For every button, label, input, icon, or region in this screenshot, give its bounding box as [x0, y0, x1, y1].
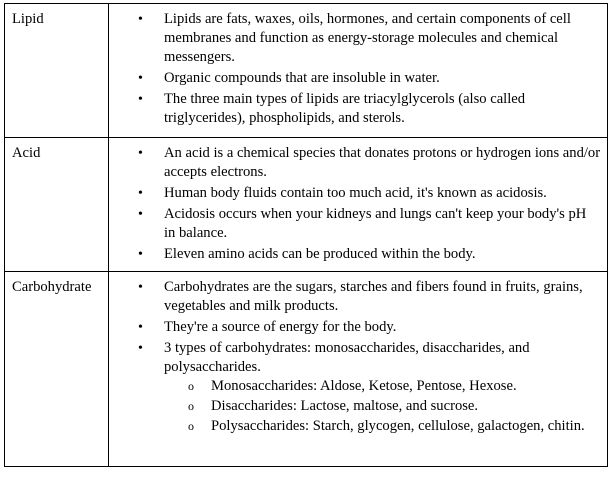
term-cell — [5, 138, 109, 272]
bullet-icon: • — [138, 146, 143, 161]
list-item — [109, 245, 601, 264]
bullet-icon: • — [138, 280, 143, 295]
sub-list-item-text: Monosaccharides: Aldose, Ketose, Pentose, Hexose. — [211, 378, 517, 394]
bullet-list — [109, 10, 601, 128]
sub-list-item — [164, 417, 601, 436]
list-item — [109, 318, 601, 337]
bullet-icon: • — [138, 186, 143, 201]
list-item-text: An acid is a chemical species that donates protons or hydrogen ions and/or accepts electrons. — [164, 145, 601, 180]
sub-list-item — [164, 377, 601, 396]
term-label: Lipid — [12, 11, 44, 27]
list-item-text: Acidosis occurs when your kidneys and lungs can't keep your body's pH in balance. — [164, 206, 587, 241]
bullet-list — [109, 278, 601, 436]
list-item — [109, 278, 601, 316]
bullet-icon: • — [138, 320, 143, 335]
term-label: Acid — [12, 145, 41, 161]
sub-bullet-list — [164, 377, 601, 436]
bullet-icon: • — [138, 247, 143, 262]
term-cell — [5, 4, 109, 138]
bullet-icon: • — [138, 92, 143, 107]
description-cell — [109, 4, 608, 138]
term-cell — [5, 272, 109, 467]
list-item — [109, 10, 601, 67]
description-cell — [109, 138, 608, 272]
bullet-icon: • — [138, 12, 143, 27]
bullet-icon: • — [138, 341, 143, 356]
list-item-text: 3 types of carbohydrates: monosaccharides, disaccharides, and polysaccharides. — [164, 340, 530, 375]
list-item — [109, 90, 601, 128]
list-item — [109, 69, 601, 88]
bullet-list — [109, 144, 601, 264]
description-cell — [109, 272, 608, 467]
table-row-carbohydrate — [5, 272, 608, 467]
bullet-icon: • — [138, 71, 143, 86]
list-item-text: Human body fluids contain too much acid, it's known as acidosis. — [164, 185, 547, 201]
term-label: Carbohydrate — [12, 279, 92, 295]
list-item — [109, 184, 601, 203]
list-item-text: Carbohydrates are the sugars, starches and fibers found in fruits, grains, vegetables and milk products. — [164, 279, 583, 314]
sub-list-item — [164, 397, 601, 416]
list-item-text: Eleven amino acids can be produced within the body. — [164, 246, 476, 262]
list-item-text: They're a source of energy for the body. — [164, 319, 397, 335]
table-row-lipid — [5, 4, 608, 138]
list-item-text: The three main types of lipids are triacylglycerols (also called triglycerides), phospholipids, and sterols. — [164, 91, 526, 126]
bullet-icon: • — [138, 207, 143, 222]
definitions-table — [4, 3, 608, 467]
list-item-text: Lipids are fats, waxes, oils, hormones, and certain components of cell membranes and function as energy-storage molecules and chemical messengers. — [164, 11, 571, 65]
circle-bullet-icon: o — [188, 399, 194, 413]
circle-bullet-icon: o — [188, 419, 194, 433]
table-row-acid — [5, 138, 608, 272]
sub-list-item-text: Disaccharides: Lactose, maltose, and sucrose. — [211, 398, 479, 414]
sub-list-item-text: Polysaccharides: Starch, glycogen, cellulose, galactogen, chitin. — [211, 418, 585, 434]
list-item — [109, 205, 601, 243]
circle-bullet-icon: o — [188, 379, 194, 393]
list-item — [109, 144, 601, 182]
list-item — [109, 339, 601, 436]
list-item-text: Organic compounds that are insoluble in water. — [164, 70, 440, 86]
